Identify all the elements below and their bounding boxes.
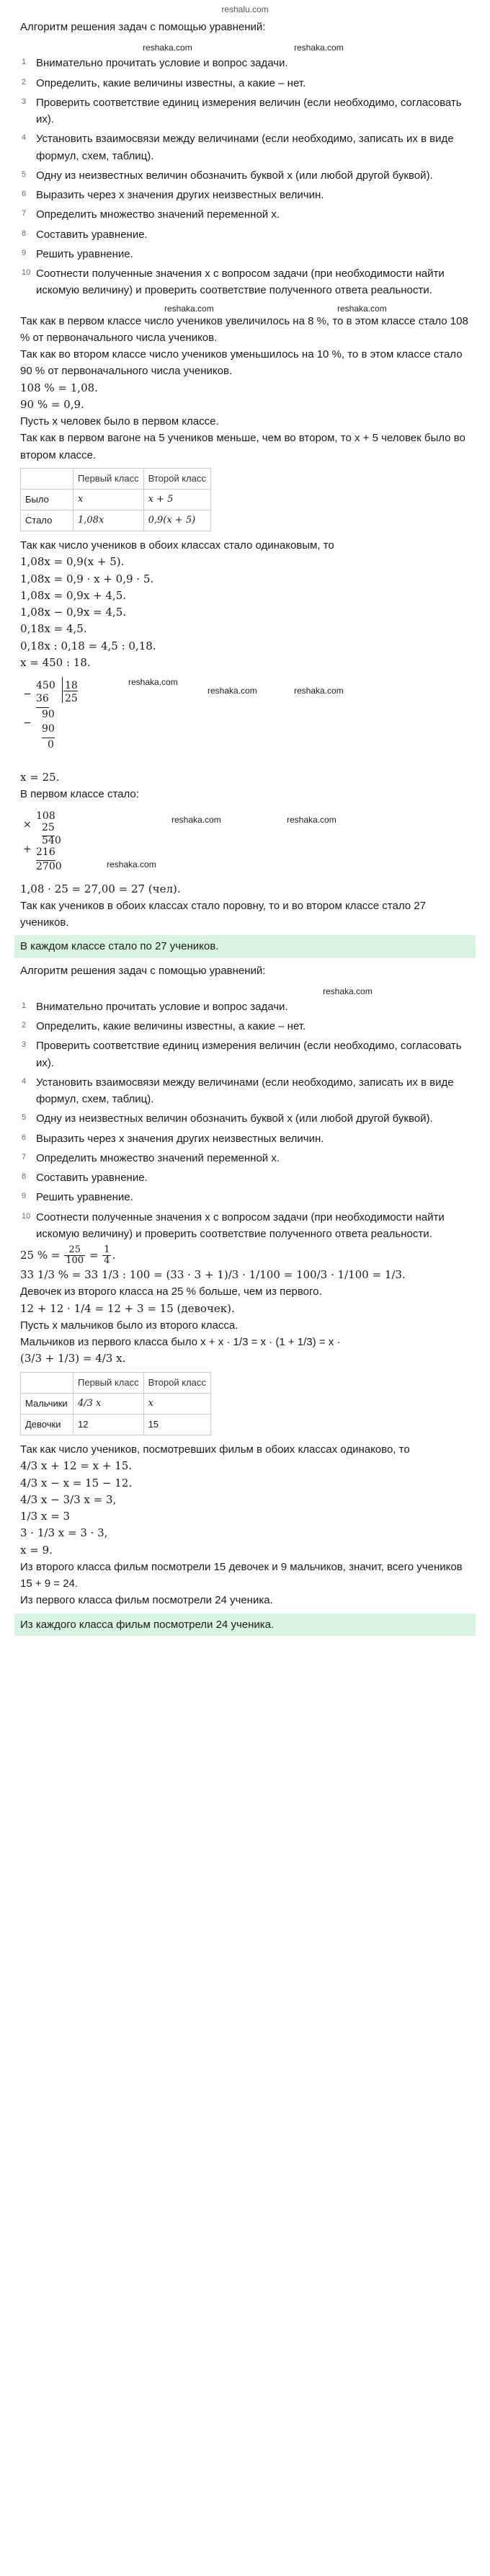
step-item: 2 Определить, какие величины известны, а какие – нет. (22, 1020, 306, 1033)
task2-math-2: (3/3 + 1/3) = 4/3 x. (20, 1352, 126, 1366)
task2-text-1: Девочек из второго класса на 25 % больше, чем из первого. (20, 1285, 322, 1298)
site-logo[interactable]: reshalu.com (221, 4, 269, 14)
step-item: 6 Выразить через x значения других неизвестных величин. (22, 189, 324, 201)
equation-line: x = 450 : 18. (20, 655, 91, 669)
step-item: 2 Определить, какие величины известны, а какие – нет. (22, 76, 306, 89)
task1-calc: 1,08 · 25 = 27,00 = 27 (чел). (20, 882, 181, 895)
task2-text-5: Из второго класса фильм посмотрели 15 девочек и 9 мальчиков, значит, всего учеников 15 + 9 = 24. (20, 1560, 463, 1590)
equation-line: 1,08x = 0,9 · x + 0,9 · 5. (20, 572, 154, 585)
step-item: 10 Соотнести полученные значения x с вопросом задачи (при необходимости найти искомую величину) и проверить соответствие полученного ответа реальности. (22, 267, 445, 297)
task2-text-2: Пусть x мальчиков было из второго класса. (20, 1319, 239, 1332)
table-row: Стало 1,08x 0,9(x + 5) (21, 510, 211, 531)
solution-page (14, 0, 476, 1636)
step-item: 10 Соотнести полученные значения x с вопросом задачи (при необходимости найти искомую величину) и проверить соответствие полученного ответа реальности. (22, 1210, 445, 1240)
watermark: reshaka.com (128, 677, 178, 688)
equation-line: 1/3 x = 3 (20, 1510, 71, 1523)
table-header-row: Первый класс Второй класс (21, 1372, 211, 1393)
task2-math-1: 12 + 12 · 1/4 = 12 + 3 = 15 (девочек). (20, 1301, 235, 1315)
watermark: reshaka.com (337, 303, 387, 314)
task1-answer: В каждом классе стало по 27 учеников. (14, 935, 476, 957)
step-item: 7 Определить множество значений переменной x. (22, 1151, 280, 1164)
watermark: reshaka.com (294, 43, 344, 53)
watermark: reshaka.com (164, 303, 214, 314)
step-item: 3 Проверить соответствие единиц измерения величин (если необходимо, согласовать их). (22, 96, 462, 125)
watermark: reshaka.com (107, 859, 156, 869)
step-item: 5 Одну из неизвестных величин обозначить буквой x (или любой другой буквой). (22, 1112, 433, 1125)
task1-math-1: 108 % = 1,08. (20, 381, 98, 394)
step-item: 5 Одну из неизвестных величин обозначить буквой x (или любой другой буквой). (22, 169, 433, 182)
algorithm-title: Алгоритм решения задач с помощью уравнений: (20, 964, 266, 977)
equation-line: 1,08x = 0,9x + 4,5. (20, 588, 127, 602)
step-item: 9 Решить уравнение. (22, 1191, 133, 1204)
step-item: 8 Составить уравнение. (22, 1172, 148, 1185)
task2-table (20, 1372, 211, 1435)
equation-line: 3 · 1/3 x = 3 · 3, (20, 1526, 108, 1540)
algorithm-steps-2 (20, 999, 470, 1242)
equation-line: x = 9. (20, 1543, 53, 1557)
equation-line: 4/3 x − 3/3 x = 3, (20, 1492, 117, 1506)
percent-conversion-1: 25 % = $\frac{25}{100}$ = $\frac{1}{4}$ . (20, 1244, 116, 1267)
step-item: 3 Проверить соответствие единиц измерения величин (если необходимо, согласовать их). (22, 1040, 462, 1069)
step-item: 8 Составить уравнение. (22, 228, 148, 241)
equation-line: 1,08x = 0,9(x + 5). (20, 555, 125, 569)
table-row: Было x x + 5 (21, 489, 211, 510)
step-item: 4 Установить взаимосвязи между величинами (если необходимо, записать их в виде формул, схем, таблиц). (22, 1076, 454, 1106)
column-multiplication: × 108 25 + 540 216 2700 reshaka.com reshaka.com reshaka.com (23, 810, 337, 872)
table-row: Девочки 12 15 (21, 1414, 211, 1435)
task1-text-2: Так как во втором классе число учеников уменьшилось на 10 %, то в этом классе стало 90 % от первоначального числа учеников. (20, 348, 463, 378)
task1-text-6: В первом классе стало: (20, 788, 139, 801)
equation-line: 0,18x = 4,5. (20, 622, 87, 636)
equation-line: 0,18x : 0,18 = 4,5 : 0,18. (20, 639, 156, 652)
percent-conversion-2: 33 1/3 % = 33 1/3 : 100 = (33 · 3 + 1)/3 · 1/100 = 100/3 · 1/100 = 1/3. (20, 1268, 406, 1282)
table-header-row: Первый класс Второй класс (21, 468, 211, 489)
equation-line: 4/3 x − x = 15 − 12. (20, 1476, 133, 1490)
algorithm-title: Алгоритм решения задач с помощью уравнений: (20, 21, 266, 33)
step-item: 4 Установить взаимосвязи между величинами (если необходимо, записать их в виде формул, схем, таблиц). (22, 133, 454, 162)
watermark: reshaka.com (143, 43, 192, 53)
long-division: − 450 18 25 36 − 90 90 0 reshaka.com reshaka.com reshaka.com (23, 677, 344, 751)
step-item: 1 Внимательно прочитать условие и вопрос задачи. (22, 57, 288, 70)
equation-line: 4/3 x + 12 = x + 15. (20, 1459, 133, 1473)
algorithm-steps-1 (20, 55, 470, 298)
step-item: 7 Определить множество значений переменной x. (22, 208, 280, 221)
task2-answer: Из каждого класса фильм посмотрели 24 ученика. (14, 1614, 476, 1636)
task1-text-5: Так как число учеников в обоих классах стало одинаковым, то (20, 539, 334, 552)
watermark: reshaka.com (323, 986, 373, 996)
task1-text-3: Пусть x человек было в первом классе. (20, 415, 219, 428)
task1-table (20, 468, 211, 531)
task1-text-7: Так как учеников в обоих классах стало поровну, то и во втором классе стало 27 учеников. (20, 899, 426, 929)
watermark: reshaka.com (172, 814, 221, 825)
task2-text-4: Так как число учеников, посмотревших фильм в обоих классах одинаково, то (20, 1443, 410, 1456)
step-item: 9 Решить уравнение. (22, 247, 133, 260)
watermark: reshaka.com (294, 686, 344, 696)
task1-math-2: 90 % = 0,9. (20, 397, 84, 411)
step-item: 1 Внимательно прочитать условие и вопрос задачи. (22, 1000, 288, 1013)
table-row: Мальчики 4/3 x x (21, 1393, 211, 1414)
equation-line: 1,08x − 0,9x = 4,5. (20, 606, 127, 619)
step-item: 6 Выразить через x значения других неизвестных величин. (22, 1132, 324, 1145)
task1-text-4: Так как в первом вагоне на 5 учеников меньше, чем во втором, то x + 5 человек было во втором классе. (20, 432, 466, 461)
task2-text-6: Из первого класса фильм посмотрели 24 ученика. (20, 1594, 273, 1607)
watermark: reshaka.com (287, 814, 337, 825)
x-result: x = 25. (20, 771, 60, 784)
task1-text-1: Так как в первом классе число учеников увеличилось на 8 %, то в этом классе стало 108 % от первоначального числа учеников. (20, 314, 468, 344)
watermark: reshaka.com (208, 686, 257, 696)
task2-text-3: Мальчиков из первого класса было x + x · 1/3 = x · (1 + 1/3) = x · (20, 1336, 341, 1349)
